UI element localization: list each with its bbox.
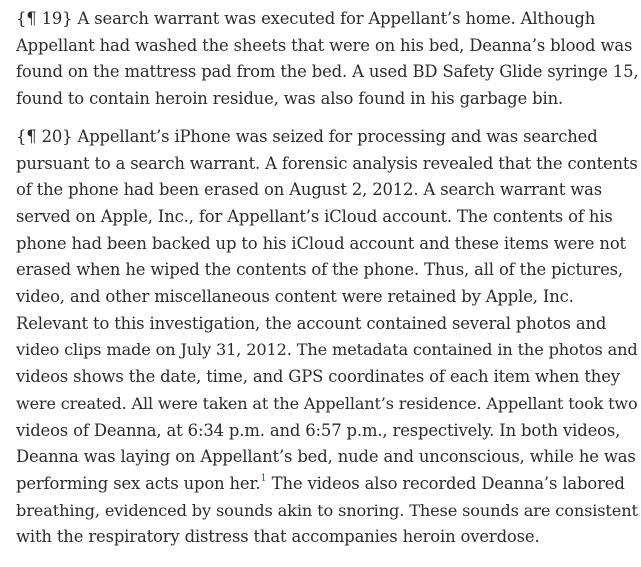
text-line: with the respiratory distress that accompanies heroin overdose. (16, 527, 540, 547)
text-line: videos shows the date, time, and GPS coordinates of each item when they (16, 367, 620, 387)
text-line-with-footnote (16, 471, 638, 498)
text-segment: performing sex acts upon her. (16, 473, 261, 493)
text-line: video, and other miscellaneous content were retained by Apple, Inc. (16, 287, 574, 307)
text-segment: The videos also recorded Deanna’s labored (266, 473, 625, 493)
text-line: served on Apple, Inc., for Appellant’s iCloud account. The contents of his (16, 206, 613, 226)
text-line: of the phone had been erased on August 2, 2012. A search warrant was (16, 180, 602, 200)
text-line: were created. All were taken at the Appellant’s residence. Appellant took two (16, 393, 638, 413)
document-body (16, 6, 638, 551)
text-line: breathing, evidenced by sounds akin to snoring. These sounds are consistent (16, 500, 638, 520)
text-line: pursuant to a search warrant. A forensic analysis revealed that the contents (16, 153, 638, 173)
text-line: {¶ 20} Appellant’s iPhone was seized for processing and was searched (16, 126, 598, 146)
text-line: found to contain heroin residue, was also found in his garbage bin. (16, 89, 564, 109)
text-line: video clips made on July 31, 2012. The metadata contained in the photos and (16, 340, 638, 360)
footnote-reference-link[interactable]: 1 (260, 473, 267, 485)
paragraph-19 (16, 6, 638, 113)
text-line: Relevant to this investigation, the account contained several photos and (16, 313, 607, 333)
text-line: videos of Deanna, at 6:34 p.m. and 6:57 p.m., respectively. In both videos, (16, 420, 621, 440)
text-line: {¶ 19} A search warrant was executed for Appellant’s home. Although (16, 9, 596, 28)
text-line: Appellant had washed the sheets that were on his bed, Deanna’s blood was (16, 35, 633, 55)
text-line: phone had been backed up to his iCloud account and these items were not (16, 233, 626, 253)
paragraph-20 (16, 124, 638, 551)
text-line: found on the mattress pad from the bed. A used BD Safety Glide syringe 15, (16, 62, 639, 82)
text-line: Deanna was laying on Appellant’s bed, nude and unconscious, while he was (16, 447, 636, 467)
text-line: erased when he wiped the contents of the phone. Thus, all of the pictures, (16, 260, 623, 280)
